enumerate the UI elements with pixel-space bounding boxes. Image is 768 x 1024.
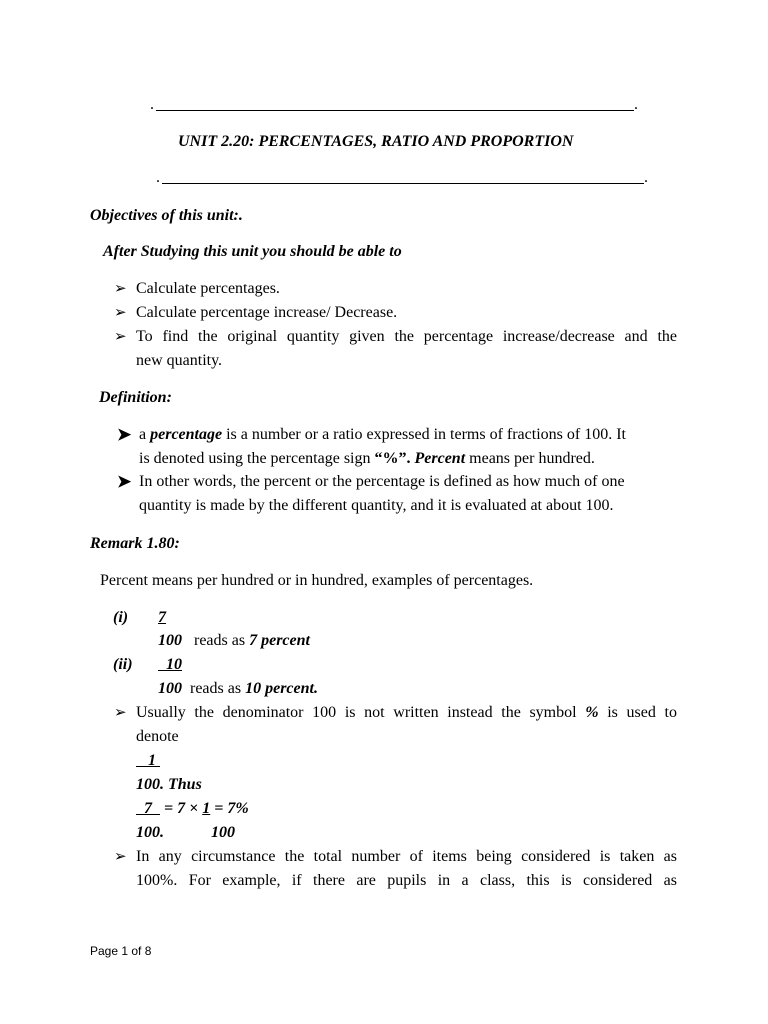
- objective-item: Calculate percentages.: [136, 280, 280, 297]
- example-result: 7 percent: [249, 632, 310, 649]
- bullet-arrow-icon: ➤: [117, 425, 132, 444]
- objective-item: Calculate percentage increase/ Decrease.: [136, 304, 398, 321]
- circumstance-line: In any circumstance the total number of items being considered is taken as: [136, 848, 677, 865]
- usually-text: is used to: [598, 704, 677, 721]
- bullet-arrow-icon: ➢: [114, 281, 127, 297]
- fraction-numerator: 7: [158, 609, 166, 626]
- example-label: (i): [113, 609, 129, 626]
- equation-operator: = 7 ×: [160, 800, 203, 817]
- equation-numerator-value: 7: [144, 800, 152, 817]
- rule-dot-left: .: [156, 169, 160, 186]
- usually-line-continued: denote: [136, 728, 179, 745]
- fraction-denominator: 100. Thus: [136, 776, 202, 793]
- percent-sign-term: “%”.: [374, 450, 415, 467]
- rule-dot-right: .: [634, 96, 638, 113]
- page-title: UNIT 2.20: PERCENTAGES, RATIO AND PROPORTION: [178, 133, 574, 150]
- fraction-numerator-value: 1: [148, 752, 156, 769]
- example-reads-line: [158, 679, 318, 698]
- fraction-numerator: [158, 655, 182, 674]
- definition-text: is a number or a ratio expressed in terms of fractions of 100. It: [222, 426, 626, 443]
- definition-text: means per hundred.: [465, 450, 595, 467]
- definition-line: quantity is made by the different quantity, and it is evaluated at about 100.: [139, 497, 614, 514]
- equation-result: = 7%: [210, 800, 249, 817]
- objectives-heading: Objectives of this unit:.: [90, 207, 243, 224]
- objective-item-continued: new quantity.: [136, 352, 223, 369]
- bullet-arrow-icon: ➢: [114, 849, 127, 865]
- usually-text: Usually the denominator 100 is not written instead the symbol: [136, 704, 586, 721]
- percentage-term: percentage: [150, 426, 223, 443]
- definition-line: [139, 449, 595, 468]
- definition-line: [139, 425, 626, 444]
- bullet-arrow-icon: ➢: [114, 305, 127, 321]
- rule-dot-right: .: [644, 169, 648, 186]
- rule-dot-left: .: [150, 96, 154, 113]
- bullet-arrow-icon: ➢: [114, 705, 127, 721]
- equation-denominator: 100: [211, 824, 235, 841]
- percent-term: Percent: [414, 450, 466, 467]
- example-result: 10 percent.: [245, 680, 318, 697]
- remark-intro: Percent means per hundred or in hundred, examples of percentages.: [100, 572, 534, 589]
- percent-symbol: %: [585, 704, 599, 721]
- fraction-numerator-value: 10: [166, 656, 182, 673]
- fraction-denominator: 100: [158, 632, 182, 649]
- definition-line: In other words, the percent or the percentage is defined as how much of one: [139, 473, 625, 490]
- example-reads-line: [158, 631, 310, 650]
- bullet-arrow-icon: ➢: [114, 329, 127, 345]
- top-rule: [156, 110, 634, 111]
- usually-line: [136, 703, 677, 722]
- reads-as-text: reads as: [194, 632, 250, 649]
- equation-numerator: 1: [202, 800, 211, 817]
- equation-line: [136, 799, 249, 818]
- page-number-footer: Page 1 of 8: [90, 944, 152, 958]
- reads-as-text: reads as: [190, 680, 246, 697]
- fraction-numerator: [136, 751, 160, 770]
- fraction-denominator: 100: [158, 680, 182, 697]
- circumstance-line: 100%. For example, if there are pupils in a class, this is considered as: [136, 872, 677, 889]
- definition-text: a: [139, 426, 151, 443]
- example-label: (ii): [113, 656, 133, 673]
- equation-denominator: 100.: [136, 824, 164, 841]
- definition-text: is denoted using the percentage sign: [139, 450, 375, 467]
- objective-item: To find the original quantity given the percentage increase/decrease and the: [136, 328, 677, 345]
- bottom-rule: [162, 183, 644, 184]
- remark-heading: Remark 1.80:: [90, 535, 180, 552]
- definition-heading: Definition:: [99, 389, 172, 406]
- after-studying-text: After Studying this unit you should be able to: [103, 243, 402, 260]
- bullet-arrow-icon: ➤: [117, 472, 132, 491]
- equation-numerator: [136, 800, 160, 817]
